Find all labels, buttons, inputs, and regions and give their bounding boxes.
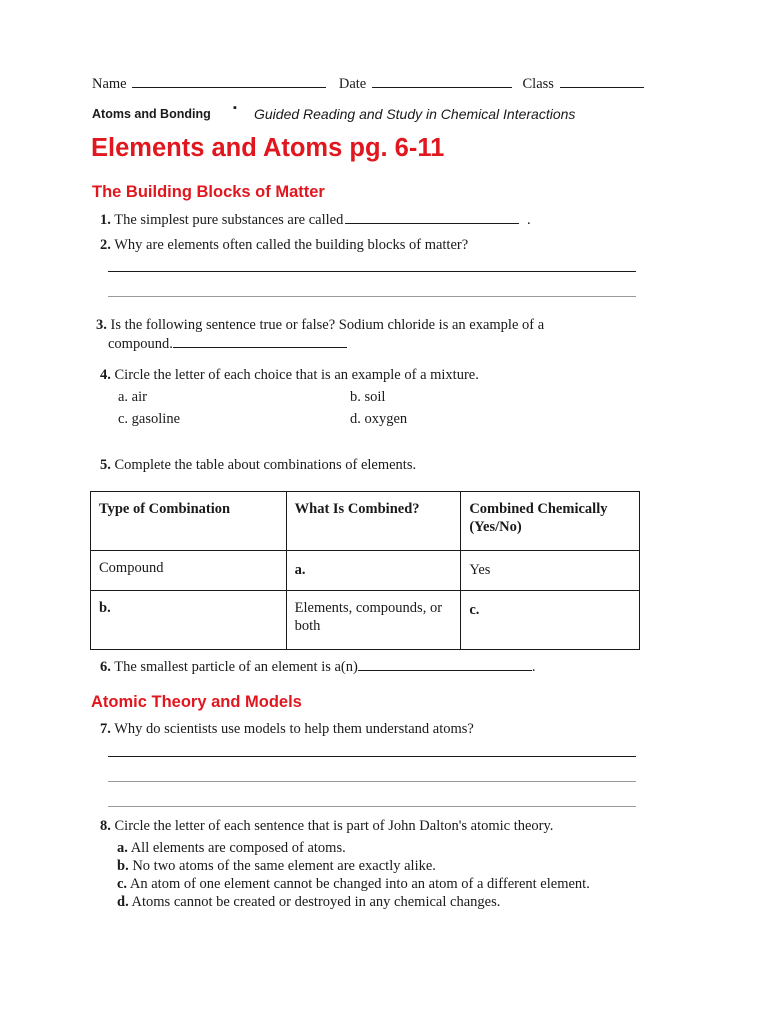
answer-blank-1[interactable]: [345, 211, 519, 224]
answer-line-7c[interactable]: [108, 806, 636, 807]
table-header-row: [91, 492, 640, 551]
date-field[interactable]: [372, 75, 512, 88]
guide-subtitle: Guided Reading and Study in Chemical Interactions: [254, 106, 576, 122]
option-8a[interactable]: a. All elements are composed of atoms.: [117, 840, 346, 856]
question-3-cont: compound.: [108, 335, 347, 353]
question-8: 8. Circle the letter of each sentence that is part of John Dalton's atomic theory.: [100, 818, 554, 834]
option-4c[interactable]: c. gasoline: [118, 411, 181, 427]
question-1: 1. The simplest pure substances are called .: [100, 212, 531, 228]
table-header: What Is Combined?: [286, 492, 461, 551]
answer-line-2a[interactable]: [108, 271, 636, 272]
name-label: Name: [92, 76, 127, 92]
option-8b[interactable]: b. No two atoms of the same element are exactly alike.: [117, 858, 436, 874]
table-header: Combined Chemically (Yes/No): [461, 492, 640, 551]
class-label: Class: [522, 76, 554, 92]
bullet-icon: ▪: [233, 102, 237, 114]
option-8d[interactable]: d. Atoms cannot be created or destroyed in any chemical changes.: [117, 894, 501, 910]
table-row: [91, 591, 640, 650]
answer-line-7b[interactable]: [108, 781, 636, 782]
table-cell-answer-b[interactable]: b.: [91, 591, 287, 650]
table-cell-answer-c[interactable]: c.: [461, 591, 640, 650]
answer-blank-3[interactable]: [173, 335, 347, 348]
name-row: [92, 75, 644, 93]
question-6: 6. The smallest particle of an element is a(n) .: [100, 659, 536, 675]
section-heading-atomic-theory: Atomic Theory and Models: [91, 693, 302, 711]
table-cell: Yes: [461, 551, 640, 591]
question-3: 3. Is the following sentence true or false? Sodium chloride is an example of a: [96, 317, 545, 333]
combination-table: [90, 491, 640, 650]
section-heading-building-blocks: The Building Blocks of Matter: [92, 183, 325, 201]
question-5: 5. Complete the table about combinations of elements.: [100, 457, 417, 473]
table-cell-answer-a[interactable]: a.: [286, 551, 461, 591]
answer-line-7a[interactable]: [108, 756, 636, 757]
table-cell: Compound: [91, 551, 287, 591]
page-title: Elements and Atoms pg. 6-11: [91, 134, 445, 162]
question-7: 7. Why do scientists use models to help them understand atoms?: [100, 721, 474, 737]
option-4d[interactable]: d. oxygen: [350, 411, 408, 427]
option-4b[interactable]: b. soil: [350, 389, 386, 405]
book-title: Atoms and Bonding: [92, 107, 211, 121]
answer-line-2b[interactable]: [108, 296, 636, 297]
answer-blank-6[interactable]: [358, 658, 532, 671]
table-header: Type of Combination: [91, 492, 287, 551]
option-4a[interactable]: a. air: [118, 389, 147, 405]
table-row: [91, 551, 640, 591]
option-8c[interactable]: c. An atom of one element cannot be changed into an atom of a different element.: [117, 876, 590, 892]
table-cell: Elements, compounds, or both: [286, 591, 461, 650]
date-label: Date: [338, 76, 367, 92]
name-field[interactable]: [132, 75, 326, 88]
question-4: 4. Circle the letter of each choice that is an example of a mixture.: [100, 367, 479, 383]
class-field[interactable]: [560, 75, 644, 88]
question-2: 2. Why are elements often called the building blocks of matter?: [100, 237, 469, 253]
